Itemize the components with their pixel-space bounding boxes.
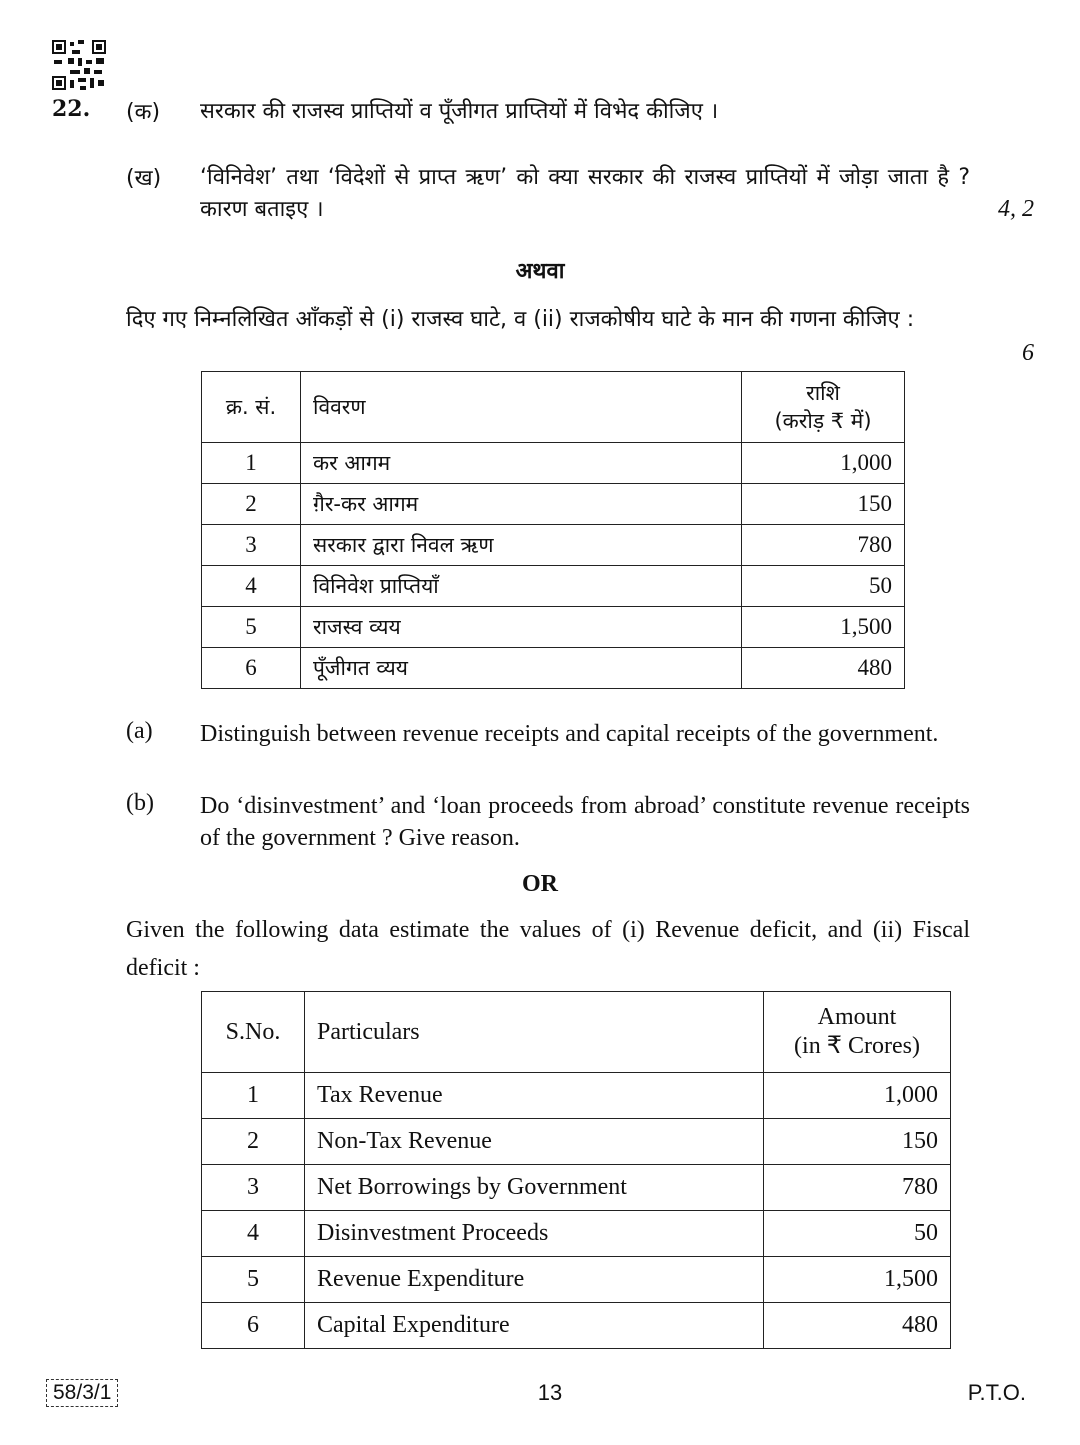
part-label: (क)	[126, 100, 161, 125]
cell: 1,000	[764, 1073, 951, 1119]
cell: 3	[202, 525, 301, 566]
cell: 2	[202, 484, 301, 525]
cell: 780	[764, 1165, 951, 1211]
paper-code: 58/3/1	[46, 1379, 118, 1407]
cell: सरकार द्वारा निवल ऋण	[301, 525, 742, 566]
table-row	[202, 1165, 951, 1211]
or-heading: अथवा	[515, 259, 565, 284]
table-row	[202, 443, 905, 484]
cell: 5	[202, 607, 301, 648]
header-cell: Particulars	[305, 992, 764, 1073]
cell: 480	[742, 648, 905, 689]
cell: Capital Expenditure	[305, 1303, 764, 1349]
header-line: (in ₹ Crores)	[794, 1033, 920, 1059]
cell: 150	[764, 1119, 951, 1165]
table-row	[202, 607, 905, 648]
cell: 1,500	[742, 607, 905, 648]
table-row	[202, 566, 905, 607]
header-line: Amount	[817, 1004, 897, 1030]
part-text: Distinguish between revenue receipts and capital receipts of the government.	[200, 721, 939, 747]
or-heading: OR	[522, 871, 558, 897]
qr-code-icon	[52, 40, 106, 90]
cell: राजस्व व्यय	[301, 607, 742, 648]
cell: 50	[764, 1211, 951, 1257]
cell: कर आगम	[301, 443, 742, 484]
table-row	[202, 525, 905, 566]
table-row	[202, 1119, 951, 1165]
table-row	[202, 1303, 951, 1349]
data-table-hindi	[201, 371, 905, 689]
cell: 150	[742, 484, 905, 525]
part-label: (a)	[126, 718, 153, 744]
pto-label: P.T.O.	[967, 1380, 1026, 1405]
cell: 1,000	[742, 443, 905, 484]
part-text: सरकार की राजस्व प्राप्तियों व पूँजीगत प्राप्तियों में विभेद कीजिए ।	[200, 99, 719, 124]
cell: ग़ैर-कर आगम	[301, 484, 742, 525]
cell: Disinvestment Proceeds	[305, 1211, 764, 1257]
cell: Non-Tax Revenue	[305, 1119, 764, 1165]
cell: 1	[202, 443, 301, 484]
cell: पूँजीगत व्यय	[301, 648, 742, 689]
table-row	[202, 1257, 951, 1303]
cell: Revenue Expenditure	[305, 1257, 764, 1303]
part-text: Do ‘disinvestment’ and ‘loan proceeds from abroad’ constitute revenue receipts of the government ? Give reason.	[200, 793, 970, 851]
cell: 3	[202, 1165, 305, 1211]
header-cell	[764, 992, 951, 1073]
part-label: (ख)	[126, 166, 162, 191]
table-row	[202, 1211, 951, 1257]
cell: 2	[202, 1119, 305, 1165]
marks: 4, 2	[998, 196, 1034, 222]
cell: 6	[202, 648, 301, 689]
cell: 5	[202, 1257, 305, 1303]
cell: 1	[202, 1073, 305, 1119]
header-cell: विवरण	[301, 372, 742, 443]
cell: 6	[202, 1303, 305, 1349]
cell: Tax Revenue	[305, 1073, 764, 1119]
cell: Net Borrowings by Government	[305, 1165, 764, 1211]
header-cell: S.No.	[202, 992, 305, 1073]
header-line: राशि	[806, 381, 840, 405]
part-text: ‘विनिवेश’ तथा ‘विदेशों से प्राप्त ऋण’ को क्या सरकार की राजस्व प्राप्तियों में जोड़ा जाता है ? कारण बताइए ।	[200, 165, 970, 222]
cell: 4	[202, 566, 301, 607]
marks: 6	[1022, 340, 1034, 366]
or-question-text: दिए गए निम्नलिखित आँकड़ों से (i) राजस्व घाटे, व (ii) राजकोषीय घाटे के मान की गणना कीजिए :	[126, 307, 915, 332]
header-line: (करोड़ ₹ में)	[774, 409, 872, 433]
table-header-row	[202, 372, 905, 443]
table-row	[202, 1073, 951, 1119]
header-cell	[742, 372, 905, 443]
cell: 1,500	[764, 1257, 951, 1303]
cell: 50	[742, 566, 905, 607]
cell: 780	[742, 525, 905, 566]
cell: विनिवेश प्राप्तियाँ	[301, 566, 742, 607]
table-row	[202, 484, 905, 525]
question-number: 22.	[52, 96, 91, 122]
part-label: (b)	[126, 790, 154, 816]
cell: 480	[764, 1303, 951, 1349]
cell: 4	[202, 1211, 305, 1257]
table-row	[202, 648, 905, 689]
data-table-english	[201, 991, 951, 1349]
page-number: 13	[537, 1380, 563, 1405]
or-question-text: Given the following data estimate the values of (i) Revenue deficit, and (ii) Fiscal deficit :	[126, 917, 970, 981]
table-header-row	[202, 992, 951, 1073]
header-cell: क्र. सं.	[202, 372, 301, 443]
